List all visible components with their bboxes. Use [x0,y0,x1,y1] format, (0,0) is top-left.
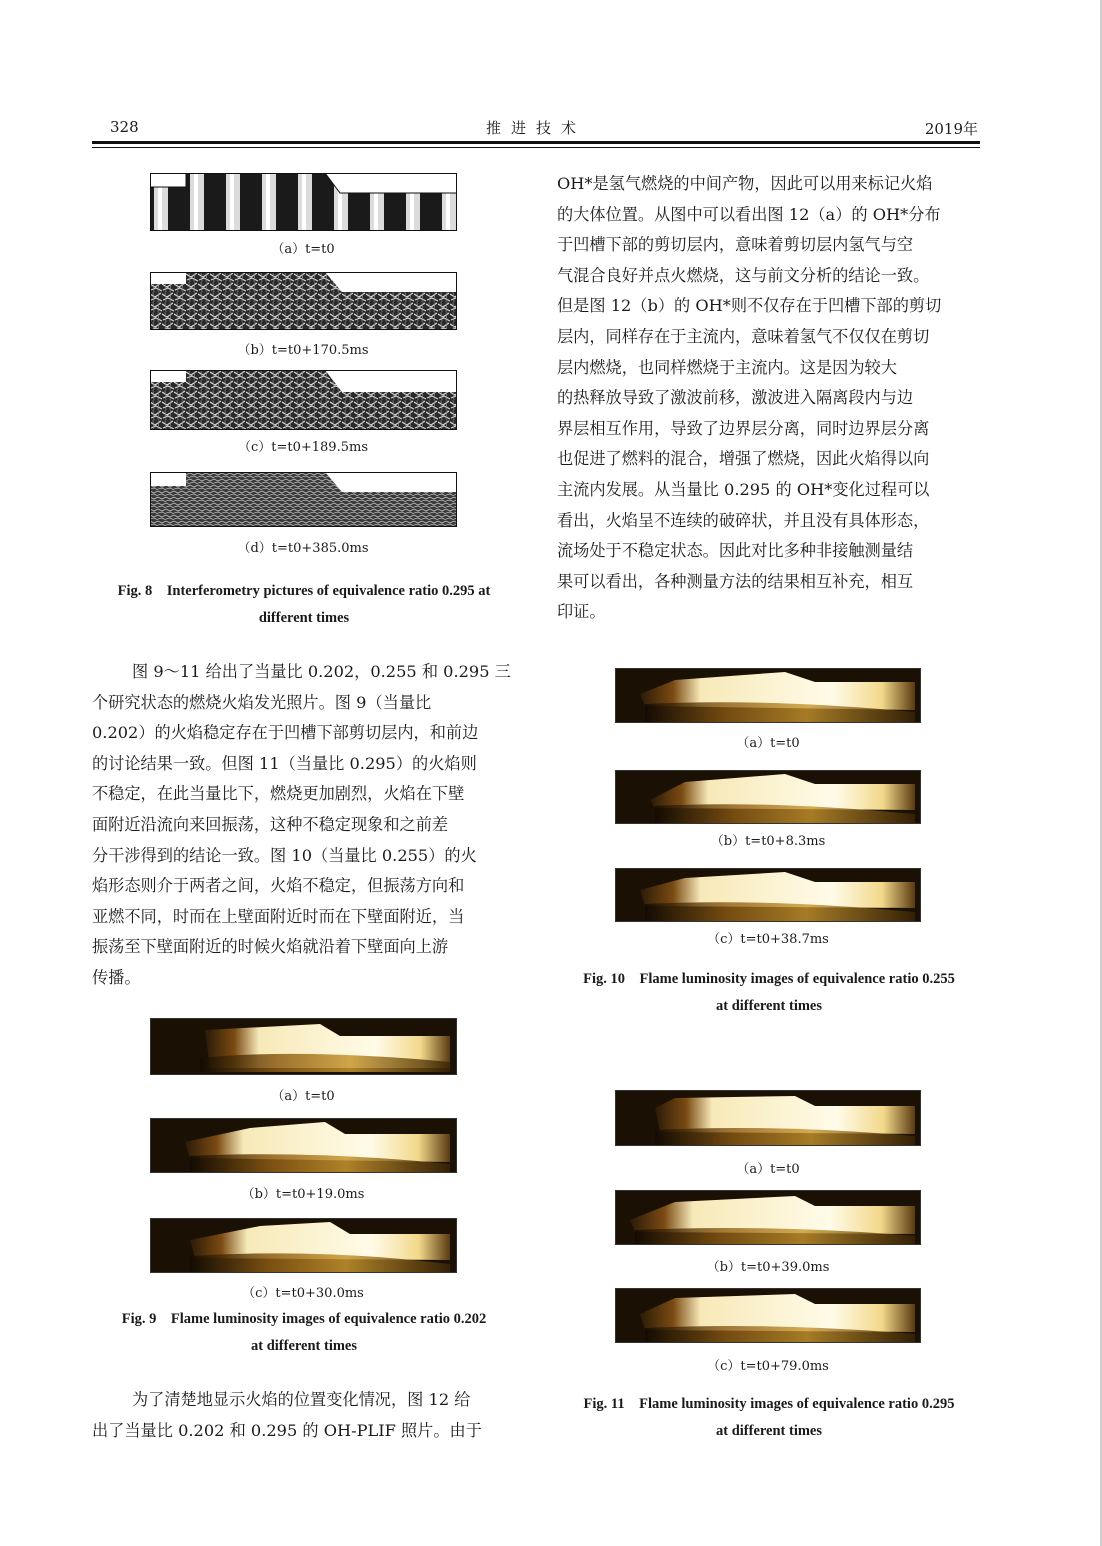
fig10-subcaption-b: （b）t=t0+8.3ms [710,834,826,849]
page-number: 328 [110,118,139,136]
fig10-caption-line1: Fig. 10 Flame luminosity images of equivalence ratio 0.255 [583,971,955,987]
text-line: 亚燃不同，时而在上壁面附近时而在下壁面附近，当 [92,906,465,926]
fig10-image-a [615,668,921,723]
text-line: 气混合良好并点火燃烧，这与前文分析的结论一致。 [557,265,930,285]
fig8-caption-line1: Fig. 8 Interferometry pictures of equivalence ratio 0.295 at [117,583,491,599]
text-line: 看出，火焰呈不连续的破碎状，并且没有具体形态， [557,510,930,530]
fig9-subcaption-a: （a）t=t0 [271,1089,335,1104]
text-line: 流场处于不稳定状态。因此对比多种非接触测量结 [557,541,914,561]
text-line: 界层相互作用，导致了边界层分离，同时边界层分离 [557,418,930,438]
fig8-image-b [150,272,457,330]
text-line: 出了当量比 0.202 和 0.295 的 OH-PLIF 照片。由于 [92,1420,482,1440]
text-line: 焰形态则介于两者之间，火焰不稳定，但振荡方向和 [92,876,465,896]
text-line: 振荡至下壁面附近的时候火焰就沿着下壁面向上游 [92,937,449,957]
fig11-subcaption-b: （b）t=t0+39.0ms [706,1260,830,1275]
publication-year: 2019年 [924,120,978,138]
fig8-image-c [150,370,457,430]
fig11-subcaption-c: （c）t=t0+79.0ms [707,1359,829,1374]
fig10-subcaption-c: （c）t=t0+38.7ms [707,932,829,947]
fig8-caption-line2: different times [258,610,350,626]
fig11-caption-line2: at different times [715,1423,823,1439]
fig9-subcaption-c: （c）t=t0+30.0ms [242,1286,364,1301]
fig11-image-a [615,1090,921,1146]
text-line: 于凹槽下部的剪切层内，意味着剪切层内氢气与空 [557,235,914,255]
fig10-image-c [615,868,921,922]
text-line: 印证。 [557,602,606,622]
journal-title: 推进技术 [485,119,586,137]
fig9-image-b [150,1118,457,1173]
fig10-subcaption-a: （a）t=t0 [736,736,800,751]
fig9-caption-line2: at different times [250,1338,358,1354]
running-header [92,116,980,138]
left-bottom-paragraph [92,1385,516,1446]
text-line: 的热释放导致了激波前移，激波进入隔离段内与边 [557,388,914,408]
right-body-paragraph [557,169,981,628]
fig9-image-c [150,1218,457,1273]
fig8-image-a [150,173,457,231]
fig9-image-a [150,1018,457,1075]
text-line: 为了清楚地显示火焰的位置变化情况，图 12 给 [132,1390,471,1409]
fig10-image-b [615,770,921,824]
text-line: 层内，同样存在于主流内，意味着氢气不仅仅在剪切 [557,326,930,346]
fig10-caption-line2: at different times [715,998,823,1014]
text-line: 传播。 [92,967,141,987]
fig11-caption-line1: Fig. 11 Flame luminosity images of equivalence ratio 0.295 [583,1396,955,1412]
text-line: 的大体位置。从图中可以看出图 12（a）的 OH*分布 [557,204,941,224]
left-body-paragraph [92,657,516,994]
text-line: 主流内发展。从当量比 0.295 的 OH*变化过程可以 [557,479,930,499]
text-line: 果可以看出，各种测量方法的结果相互补充，相互 [557,571,914,591]
fig8-image-d [150,472,457,527]
text-line: 但是图 12（b）的 OH*则不仅存在于凹槽下部的剪切 [557,296,942,316]
text-line: 的讨论结果一致。但图 11（当量比 0.295）的火焰则 [92,753,477,773]
text-line: 0.202）的火焰稳定存在于凹槽下部剪切层内，和前边 [92,723,479,743]
fig8-subcaption-b: （b）t=t0+170.5ms [237,343,369,358]
fig9-caption-line1: Fig. 9 Flame luminosity images of equivalence ratio 0.202 [121,1311,487,1327]
header-rule-thin [92,147,980,148]
fig11-image-b [615,1190,921,1245]
text-line: 面附近沿流向来回振荡，这种不稳定现象和之前差 [92,814,449,834]
text-line: 图 9～11 给出了当量比 0.202，0.255 和 0.295 三 [132,662,511,681]
text-line: OH*是氢气燃烧的中间产物，因此可以用来标记火焰 [557,174,933,193]
header-rule-thick [92,141,980,144]
text-line: 个研究状态的燃烧火焰发光照片。图 9（当量比 [92,692,432,712]
text-line: 不稳定，在此当量比下，燃烧更加剧烈，火焰在下壁 [92,784,465,804]
fig9-caption [92,1306,516,1360]
fig8-subcaption-d: （d）t=t0+385.0ms [237,541,369,556]
fig11-caption [557,1391,981,1445]
fig11-subcaption-a: （a）t=t0 [736,1162,800,1177]
fig8-caption [92,578,516,632]
text-line: 也促进了燃料的混合，增强了燃烧，因此火焰得以向 [557,449,930,469]
fig11-image-c [615,1288,921,1343]
fig8-subcaption-a: （a）t=t0 [271,242,335,257]
fig8-subcaption-c: （c）t=t0+189.5ms [237,440,368,455]
text-line: 分干涉得到的结论一致。图 10（当量比 0.255）的火 [92,845,477,865]
fig9-subcaption-b: （b）t=t0+19.0ms [241,1187,365,1202]
text-line: 层内燃烧，也同样燃烧于主流内。这是因为较大 [557,357,897,377]
fig10-caption [557,966,981,1020]
